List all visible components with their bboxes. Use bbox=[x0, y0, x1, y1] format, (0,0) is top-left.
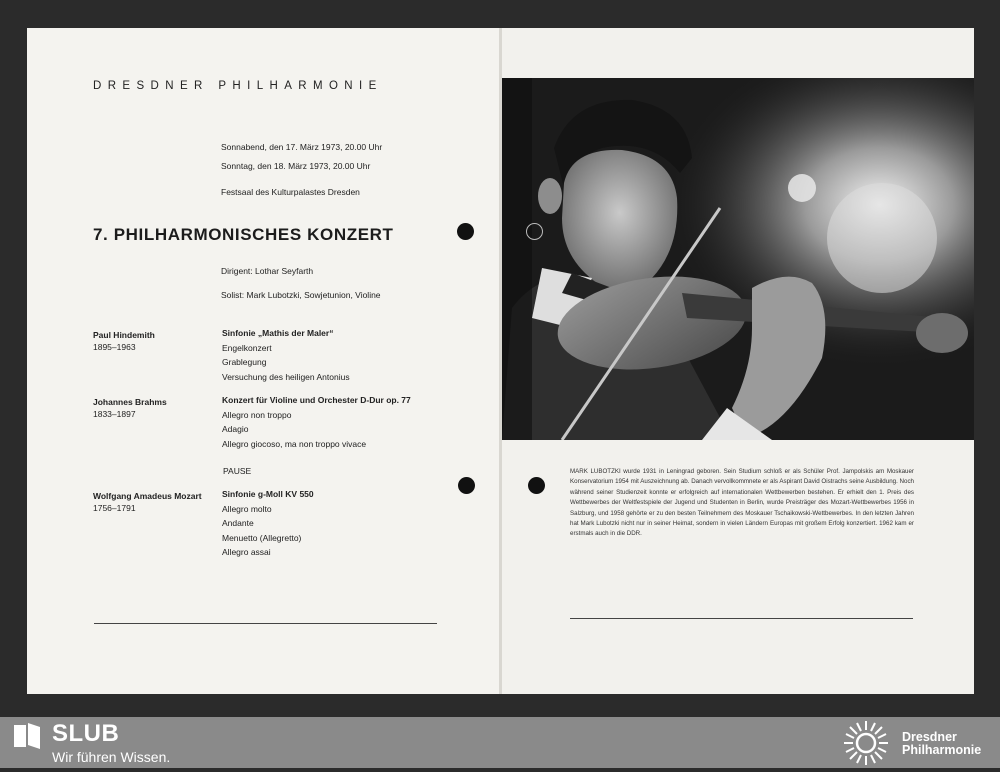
composer-name: Johannes Brahms bbox=[93, 397, 167, 407]
work-brahms bbox=[222, 393, 411, 451]
composer-name: Paul Hindemith bbox=[93, 330, 155, 340]
bottom-rule bbox=[94, 623, 437, 624]
philharmonie-wordmark bbox=[902, 731, 981, 757]
soloist-biography: MARK LUBOTZKI wurde 1931 in Leningrad geboren. Sein Studium schloß er als Schüler Prof. Jampolskis am Moskauer Konservatorium 1954 mit Auszeichnung ab. Danach vervollkommnete er als Aspirant David Oistrachs seine Ausbildung. Noch während seiner Studienzeit konnte er erfolgreich auf internationalen Wettbewerben bestehen. Er erhielt den 1. Preis des Wettbewerbes der Weltfestspiele der Jugend und Studenten in Berlin, wurde Preisträger des Mozart-Wettbewerbes 1956 in Salzburg, und 1958 gehörte er zu den besten Teilnehmern des Moskauer Tschaikowski-Wettbewerbes. In den letzten Jahren hat Mark Lubotzki nicht nur in seiner Heimat, sondern in vielen Ländern Europas mit großem Erfolg konzertiert. 1962 kam er erstmals auch in die DDR. bbox=[570, 468, 914, 538]
work-title: Sinfonie g-Moll KV 550 bbox=[222, 489, 314, 499]
philharmonie-sunburst-icon bbox=[840, 719, 892, 772]
movement: Allegro non troppo bbox=[222, 409, 292, 420]
composer-brahms bbox=[93, 396, 167, 420]
movement: Grablegung bbox=[222, 357, 267, 367]
orchestra-header: DRESDNER PHILHARMONIE bbox=[93, 80, 383, 92]
pause-label: PAUSE bbox=[223, 466, 252, 476]
violinist-photo bbox=[502, 78, 974, 440]
movement: Adagio bbox=[222, 424, 249, 434]
conductor: Dirigent: Lothar Seyfarth bbox=[221, 266, 314, 276]
punch-hole bbox=[526, 223, 543, 240]
composer-hindemith bbox=[93, 329, 155, 353]
work-hindemith bbox=[222, 326, 350, 384]
work-title: Sinfonie „Mathis der Maler“ bbox=[222, 328, 334, 338]
soloist: Solist: Mark Lubotzki, Sowjetunion, Violine bbox=[221, 290, 381, 300]
punch-hole bbox=[528, 477, 545, 494]
concert-date-2: Sonntag, den 18. März 1973, 20.00 Uhr bbox=[221, 161, 371, 171]
movement: Engelkonzert bbox=[222, 342, 272, 353]
punch-hole bbox=[458, 477, 475, 494]
philharmonie-line2: Philharmonie bbox=[902, 743, 982, 757]
slub-tagline: Wir führen Wissen. bbox=[52, 749, 171, 765]
slub-book-icon bbox=[12, 721, 44, 756]
movement: Allegro molto bbox=[222, 503, 272, 514]
philharmonie-line1: Dresdner bbox=[902, 730, 957, 744]
venue: Festsaal des Kulturpalastes Dresden bbox=[221, 187, 360, 197]
composer-name: Wolfgang Amadeus Mozart bbox=[93, 491, 202, 501]
composer-years: 1895–1963 bbox=[93, 342, 136, 352]
composer-years: 1756–1791 bbox=[93, 503, 136, 513]
movement: Versuchung des heiligen Antonius bbox=[222, 371, 350, 382]
movement: Andante bbox=[222, 518, 254, 528]
slub-name: SLUB bbox=[52, 720, 120, 747]
concert-date-1: Sonnabend, den 17. März 1973, 20.00 Uhr bbox=[221, 142, 383, 152]
composer-mozart bbox=[93, 490, 202, 514]
concert-title: 7. PHILHARMONISCHES KONZERT bbox=[93, 225, 394, 244]
punch-hole bbox=[457, 223, 474, 240]
movement: Allegro assai bbox=[222, 547, 271, 557]
movement: Allegro giocoso, ma non troppo vivace bbox=[222, 438, 367, 449]
composer-years: 1833–1897 bbox=[93, 409, 136, 419]
work-title: Konzert für Violine und Orchester D-Dur op. 77 bbox=[222, 395, 411, 405]
footer-bar bbox=[0, 717, 1000, 768]
left-page bbox=[27, 28, 501, 694]
bio-bottom-rule bbox=[570, 618, 913, 619]
right-page bbox=[502, 28, 974, 694]
work-mozart bbox=[222, 487, 314, 560]
movement: Menuetto (Allegretto) bbox=[222, 532, 302, 543]
